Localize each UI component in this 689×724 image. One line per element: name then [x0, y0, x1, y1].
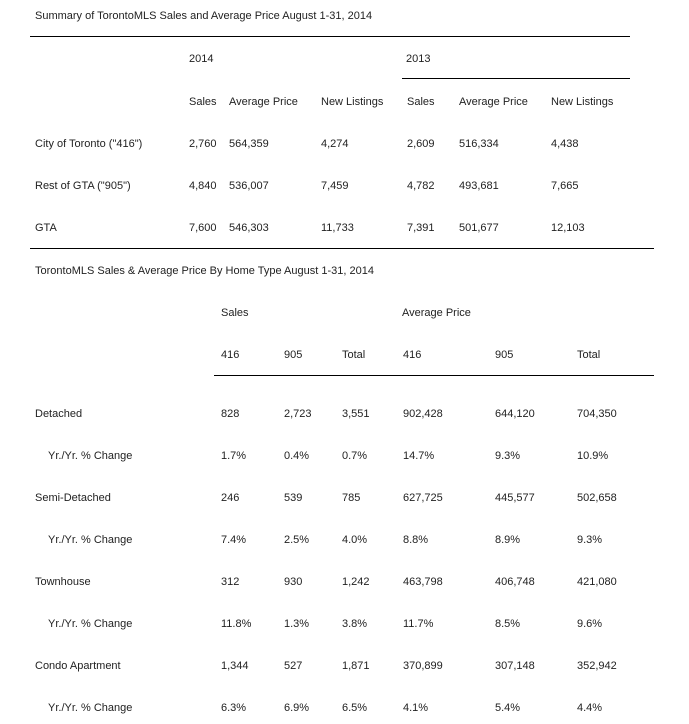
table2-cell: 704,350: [577, 408, 617, 420]
table1-cell: 501,677: [459, 222, 499, 234]
table2-cell: 527: [284, 660, 303, 672]
table2-cell: 463,798: [403, 576, 443, 588]
table2-header-price-416: 416: [403, 349, 422, 361]
table1-cell: 536,007: [229, 180, 269, 192]
table2-cell: 828: [221, 408, 240, 420]
table1-title: Summary of TorontoMLS Sales and Average Price August 1-31, 2014: [35, 10, 373, 22]
table2-cell: 6.3%: [221, 702, 247, 714]
table2-cell: 9.6%: [577, 618, 603, 630]
table1-row-label: City of Toronto ("416"): [35, 138, 143, 150]
table1-cell: 2,760: [189, 138, 217, 150]
table2-cell: 3.8%: [342, 618, 368, 630]
table1-cell: 516,334: [459, 138, 499, 150]
table2-row-label: Detached: [35, 408, 83, 420]
table2-cell: 7.4%: [221, 534, 247, 546]
table1-2013-rule: [402, 78, 630, 79]
table2-cell: 5.4%: [495, 702, 521, 714]
table1-cell: 546,303: [229, 222, 269, 234]
table2-header-rule: [214, 375, 654, 376]
table1-cell: 4,274: [321, 138, 349, 150]
table2-cell: 6.9%: [284, 702, 310, 714]
table2-cell: 3,551: [342, 408, 370, 420]
table1-cell: 4,438: [551, 138, 579, 150]
table2-cell: 539: [284, 492, 303, 504]
table2-cell: 312: [221, 576, 240, 588]
table1-cell: 7,665: [551, 180, 579, 192]
table1-bottom-rule: [30, 248, 654, 249]
table1-cell: 2,609: [407, 138, 435, 150]
table2-cell: 421,080: [577, 576, 617, 588]
table2-cell: 902,428: [403, 408, 443, 420]
table1-row-label: GTA: [35, 222, 57, 234]
table2-cell: 445,577: [495, 492, 535, 504]
table1-header-new-listings-2014: New Listings: [321, 96, 384, 108]
table2-cell: 246: [221, 492, 240, 504]
table2-cell: 2,723: [284, 408, 312, 420]
table2-cell: 0.7%: [342, 450, 368, 462]
table2-cell: 627,725: [403, 492, 443, 504]
table2-cell: 8.5%: [495, 618, 521, 630]
table2-row-label: Condo Apartment: [35, 660, 121, 672]
table1-cell: 12,103: [551, 222, 585, 234]
table2-header-sales-905: 905: [284, 349, 303, 361]
table2-cell: 2.5%: [284, 534, 310, 546]
table2-cell: 0.4%: [284, 450, 310, 462]
table2-cell: 370,899: [403, 660, 443, 672]
table1-top-rule: [30, 36, 630, 37]
table1-cell: 4,840: [189, 180, 217, 192]
table2-group-avg-price: Average Price: [402, 307, 471, 319]
table2-header-price-905: 905: [495, 349, 514, 361]
table2-row-label: Yr./Yr. % Change: [48, 618, 133, 630]
table1-header-sales-2014: Sales: [189, 96, 217, 108]
table1-cell: 7,600: [189, 222, 217, 234]
table1-cell: 11,733: [321, 222, 354, 234]
table2-cell: 1.3%: [284, 618, 310, 630]
table1-header-avg-price-2014: Average Price: [229, 96, 298, 108]
table2-cell: 785: [342, 492, 361, 504]
table1-header-new-listings-2013: New Listings: [551, 96, 614, 108]
table2-cell: 352,942: [577, 660, 617, 672]
table2-row-label: Yr./Yr. % Change: [48, 702, 133, 714]
table2-cell: 1,344: [221, 660, 249, 672]
table2-cell: 4.0%: [342, 534, 368, 546]
table2-title: TorontoMLS Sales & Average Price By Home Type August 1-31, 2014: [35, 265, 374, 277]
table2-cell: 6.5%: [342, 702, 368, 714]
table2-cell: 8.9%: [495, 534, 521, 546]
table2-cell: 11.7%: [403, 618, 434, 630]
table2-cell: 1,242: [342, 576, 370, 588]
table2-header-sales-total: Total: [342, 349, 366, 361]
table2-cell: 1,871: [342, 660, 370, 672]
table1-year-2014: 2014: [189, 53, 214, 65]
table2-cell: 502,658: [577, 492, 617, 504]
table2-group-sales: Sales: [221, 307, 249, 319]
table1-cell: 7,391: [407, 222, 435, 234]
table2-row-label: Semi-Detached: [35, 492, 111, 504]
table2-header-sales-416: 416: [221, 349, 240, 361]
table2-header-price-total: Total: [577, 349, 601, 361]
table2-cell: 11.8%: [221, 618, 252, 630]
table2-row-label: Yr./Yr. % Change: [48, 534, 133, 546]
table1-cell: 4,782: [407, 180, 435, 192]
table2-cell: 9.3%: [577, 534, 603, 546]
table2-cell: 4.1%: [403, 702, 429, 714]
table1-row-label: Rest of GTA ("905"): [35, 180, 131, 192]
table2-cell: 10.9%: [577, 450, 609, 462]
table2-cell: 930: [284, 576, 303, 588]
table1-header-avg-price-2013: Average Price: [459, 96, 528, 108]
table1-cell: 7,459: [321, 180, 349, 192]
table2-cell: 8.8%: [403, 534, 429, 546]
table2-cell: 4.4%: [577, 702, 603, 714]
table1-header-sales-2013: Sales: [407, 96, 435, 108]
table2-cell: 307,148: [495, 660, 535, 672]
table2-cell: 1.7%: [221, 450, 247, 462]
table1-cell: 564,359: [229, 138, 269, 150]
table2-cell: 644,120: [495, 408, 535, 420]
table2-cell: 9.3%: [495, 450, 521, 462]
table1-cell: 493,681: [459, 180, 499, 192]
table2-cell: 406,748: [495, 576, 535, 588]
table2-row-label: Townhouse: [35, 576, 91, 588]
table1-year-2013: 2013: [406, 53, 431, 65]
table2-cell: 14.7%: [403, 450, 435, 462]
table2-row-label: Yr./Yr. % Change: [48, 450, 133, 462]
